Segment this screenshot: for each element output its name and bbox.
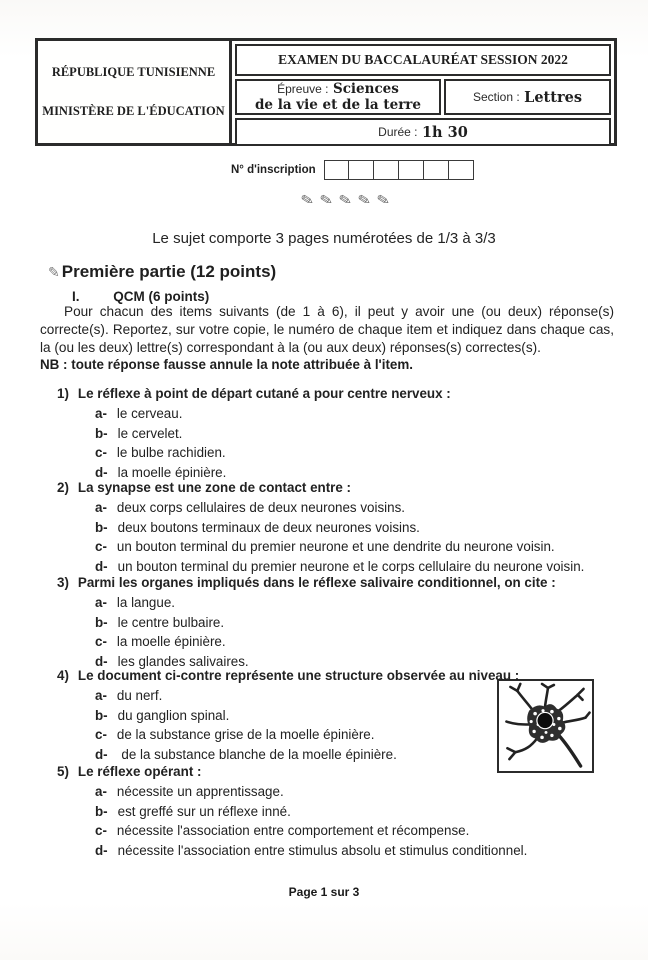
- option-letter: c-: [95, 445, 107, 461]
- option-letter: c-: [95, 823, 107, 839]
- option: [95, 498, 614, 518]
- option-text: du ganglion spinal.: [117, 707, 230, 723]
- option-text: le bulbe rachidien.: [116, 445, 226, 461]
- option-text: de la substance grise de la moelle épinière.: [116, 727, 375, 743]
- epreuve-cell: [235, 79, 441, 115]
- question-text: Parmi les organes impliqués dans le réflexe salivaire conditionnel, on cite :: [77, 575, 556, 590]
- question: [57, 668, 614, 764]
- pencil-icon: ✎: [48, 264, 60, 280]
- pencil-icon: ✎: [299, 190, 315, 211]
- options-list: [95, 593, 614, 671]
- option-letter: d-: [95, 746, 108, 762]
- duree-label: Durée :: [378, 125, 418, 139]
- option: [95, 706, 614, 726]
- inscription-box: [349, 160, 374, 180]
- option-letter: a-: [95, 406, 107, 421]
- question-title: [57, 480, 614, 495]
- options-list: [95, 686, 614, 764]
- option-text: est greffé sur un réflexe inné.: [117, 803, 291, 819]
- option-letter: b-: [95, 614, 108, 630]
- part1-heading: [48, 262, 276, 282]
- question-number: 1): [57, 386, 69, 401]
- option: [95, 443, 614, 463]
- header-left-cell: [38, 41, 232, 143]
- option-letter: b-: [95, 707, 108, 723]
- inscription-box: [324, 160, 349, 180]
- option-text: nécessite l'association entre stimulus absolu et stimulus conditionnel.: [117, 842, 528, 858]
- option-letter: b-: [95, 425, 108, 441]
- inscription-row: [231, 160, 474, 180]
- inscription-box: [424, 160, 449, 180]
- option-text: le centre bulbaire.: [117, 614, 225, 630]
- pencil-icon: ✎: [337, 190, 354, 211]
- inscription-box: [374, 160, 399, 180]
- option: [95, 537, 614, 557]
- question: [57, 480, 614, 576]
- option-letter: d-: [95, 653, 108, 669]
- inscription-label: N° d'inscription: [231, 164, 316, 176]
- option-text: le cervelet.: [117, 425, 183, 441]
- option-letter: d-: [95, 464, 108, 480]
- question-number: 2): [57, 480, 69, 495]
- option-letter: d-: [95, 558, 108, 574]
- option: [95, 593, 614, 613]
- option-text: la langue.: [116, 595, 175, 610]
- pages-notice: Le sujet comporte 3 pages numérotées de 1/3 à 3/3: [152, 230, 496, 247]
- option-letter: d-: [95, 842, 108, 858]
- inscription-box: [399, 160, 424, 180]
- pencil-icon: ✎: [356, 190, 373, 211]
- option: [95, 686, 614, 706]
- question-title: [57, 386, 614, 401]
- option-text: nécessite un apprentissage.: [116, 784, 284, 799]
- section-cell: [444, 79, 611, 115]
- option: [95, 725, 614, 745]
- header-table: [35, 38, 617, 146]
- duree-cell: [235, 118, 611, 146]
- option: [95, 841, 614, 861]
- option-text: nécessite l'association entre comportement et récompense.: [116, 823, 470, 839]
- option-letter: c-: [95, 727, 107, 743]
- option-text: la moelle épinière.: [117, 464, 227, 480]
- option-text: le cerveau.: [116, 406, 183, 421]
- option-text: un bouton terminal du premier neurone et une dendrite du neurone voisin.: [116, 539, 555, 555]
- question-text: La synapse est une zone de contact entre :: [77, 480, 352, 495]
- question-title: [57, 668, 614, 683]
- exam-title: EXAMEN DU BACCALAURÉAT SESSION 2022: [235, 44, 611, 76]
- header-right-cells: [232, 41, 614, 143]
- ministry-line: MINISTÈRE DE L'ÉDUCATION: [42, 104, 225, 118]
- option: [95, 557, 614, 577]
- question-text: Le réflexe à point de départ cutané a pour centre nerveux :: [77, 386, 451, 401]
- option-letter: b-: [95, 803, 108, 819]
- option: [95, 745, 614, 765]
- part1-heading-label: Première partie (12 points): [61, 262, 277, 281]
- option-letter: a-: [95, 595, 107, 610]
- option-text: de la substance blanche de la moelle épinière.: [121, 746, 397, 762]
- epreuve-label: Épreuve :: [277, 82, 329, 96]
- qcm-title: QCM (6 points): [113, 289, 210, 304]
- republic-line: RÉPUBLIQUE TUNISIENNE: [51, 65, 216, 79]
- pencil-decoration-row: [0, 191, 648, 210]
- options-list: [95, 498, 614, 576]
- epreuve-value-line1: Sciences: [332, 81, 399, 97]
- section-value: Lettres: [524, 88, 582, 106]
- nb-note: NB : toute réponse fausse annule la note attribuée à l'item.: [40, 357, 413, 372]
- question-title: [57, 575, 614, 590]
- option-text: du nerf.: [116, 688, 163, 703]
- question-number: 5): [57, 764, 69, 779]
- option-text: deux corps cellulaires de deux neurones voisins.: [116, 500, 405, 515]
- option-letter: c-: [95, 634, 107, 650]
- duree-value: 1h 30: [421, 123, 468, 141]
- inscription-box: [449, 160, 474, 180]
- option-letter: b-: [95, 519, 108, 535]
- pencil-icon: ✎: [318, 190, 334, 211]
- question: [57, 764, 614, 860]
- option-letter: a-: [95, 500, 107, 515]
- question-number: 3): [57, 575, 69, 590]
- question-title: [57, 764, 614, 779]
- question: [57, 575, 614, 671]
- option: [95, 632, 614, 652]
- option-letter: a-: [95, 784, 107, 799]
- question-number: 4): [57, 668, 69, 683]
- option: [95, 424, 614, 444]
- option: [95, 821, 614, 841]
- options-list: [95, 782, 614, 860]
- page-footer: Page 1 sur 3: [288, 885, 360, 899]
- option-text: la moelle épinière.: [116, 634, 226, 650]
- inscription-boxes: [324, 160, 474, 180]
- options-list: [95, 404, 614, 482]
- qcm-number: I.: [72, 289, 80, 304]
- option-text: deux boutons terminaux de deux neurones voisins.: [117, 519, 420, 535]
- option: [95, 782, 614, 802]
- epreuve-value-line2: de la vie et de la terre: [254, 97, 422, 113]
- option: [95, 802, 614, 822]
- section-label: Section :: [472, 90, 520, 104]
- option-text: un bouton terminal du premier neurone et le corps cellulaire du neurone voisin.: [117, 558, 585, 574]
- option: [95, 613, 614, 633]
- question-text: Le document ci-contre représente une structure observée au niveau :: [77, 668, 520, 683]
- option: [95, 404, 614, 424]
- pencil-icon: ✎: [375, 190, 392, 211]
- question-text: Le réflexe opérant :: [77, 764, 202, 779]
- option-letter: c-: [95, 539, 107, 555]
- qcm-section-line: [72, 289, 209, 304]
- option-text: les glandes salivaires.: [117, 653, 249, 669]
- qcm-instructions: Pour chacun des items suivants (de 1 à 6), il peut y avoir une (ou deux) réponse(s) correcte(s). Reportez, sur votre copie, le numéro de chaque item et indiquez dans chaque cas, la (ou les deux) lettre(s) correspondant à la (ou aux deux) réponses(s) correctes(s).: [40, 304, 614, 355]
- option: [95, 518, 614, 538]
- option-letter: a-: [95, 688, 107, 703]
- question: [57, 386, 614, 482]
